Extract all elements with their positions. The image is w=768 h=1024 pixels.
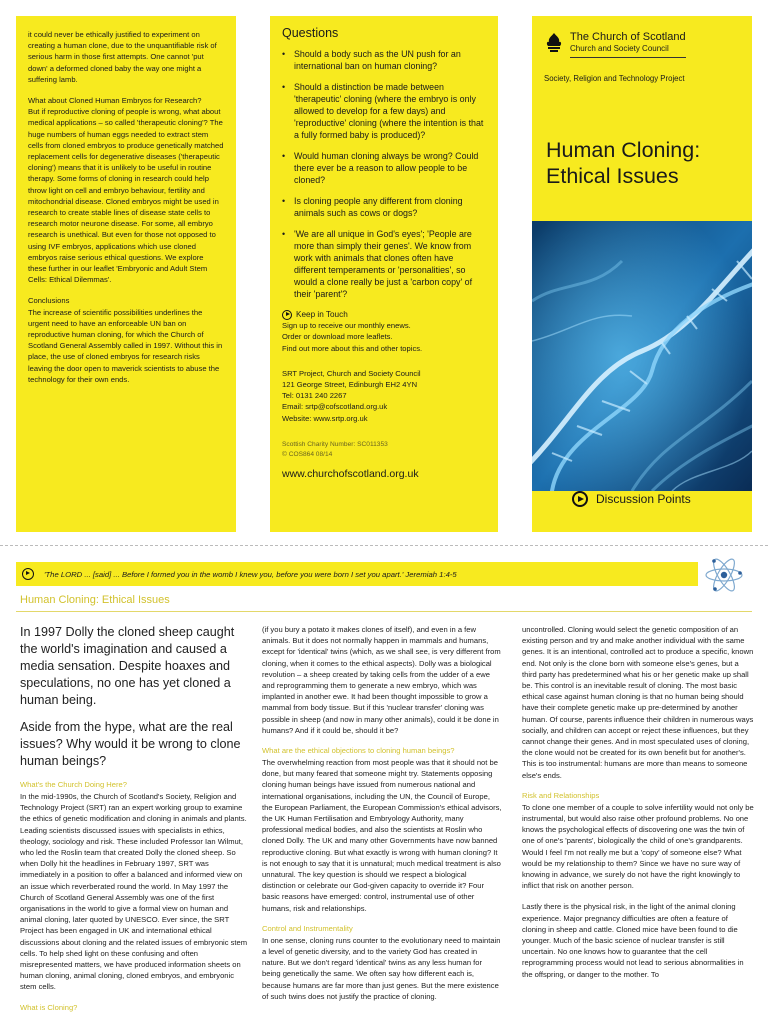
keep-line: Find out more about this and other topics. bbox=[282, 343, 423, 353]
subheading: What are the ethical objections to cloning human beings? bbox=[262, 746, 455, 756]
keep-in-touch-title bbox=[282, 309, 486, 320]
charity-info bbox=[282, 440, 486, 460]
keep-line: Sign up to receive our monthly enews. bbox=[282, 321, 411, 331]
discussion-text: Discussion Points bbox=[596, 492, 691, 506]
question-item: • Is cloning people any different from cloning animals such as cows or dogs? bbox=[282, 195, 486, 219]
title-line: Ethical Issues bbox=[546, 163, 679, 188]
play-icon bbox=[22, 568, 34, 580]
leaflet-cover bbox=[532, 16, 752, 532]
scripture-quote-bar bbox=[16, 562, 698, 586]
conclusions-section bbox=[28, 295, 224, 385]
play-icon bbox=[282, 310, 292, 320]
body-paragraph: In one sense, cloning runs counter to the evolutionary need to maintain a level of genetic diversity, and to the variety God has created in nature. But we don't regard 'identical' twins as any less human for being genetically the same. We often say how different each is, because humans are far more than just genes. But the mere existence of such twins does not justify the practice of cloning. bbox=[262, 935, 501, 1001]
org-name: The Church of Scotland bbox=[570, 31, 686, 43]
lead-paragraph: Aside from the hype, what are the real issues? Why would it be wrong to clone human beings? bbox=[20, 720, 241, 768]
org-sub: Church and Society Council bbox=[570, 43, 686, 58]
publication-code: © COS864 08/14 bbox=[282, 450, 333, 458]
question-item: • Would human cloning always be wrong? Could there ever be a reason to allow people to be cloned? bbox=[282, 150, 486, 186]
fold-divider bbox=[0, 545, 768, 546]
scripture-quote: 'The LORD ... [said] ... Before I formed you in the womb I knew you, before you were born I set you apart.' Jeremiah 1:4-5 bbox=[44, 569, 457, 579]
project-name: Society, Religion and Technology Project bbox=[544, 74, 685, 83]
website-link[interactable]: Website: www.srtp.org.uk bbox=[282, 413, 368, 423]
section-title: Human Cloning: Ethical Issues bbox=[20, 594, 170, 606]
questions-heading: Questions bbox=[282, 26, 339, 40]
atom-icon bbox=[702, 553, 746, 597]
address-line: SRT Project, Church and Society Council bbox=[282, 368, 421, 378]
discussion-points-label bbox=[572, 491, 691, 507]
body-paragraph: (if you bury a potato it makes clones of itself), and even in a few animals. But it does not normally happen in mammals and humans, except for 'identical' twins (which, as we shall see, is very different from cloning, when it comes to the ethical aspects). Dolly was a biological revolution – a sheep created by taking cells from the udder of a ewe and reprogramming them to generate a new embryo, which was implanted in another ewe. It had been thought impossible to grow a mammal from body tissue. But if this 'nuclear transfer' cloning was possible in sheep (and now in many other animals), could it be done in humans? And if it could be, should it be? bbox=[262, 625, 501, 735]
phone-line: Tel: 0131 240 2267 bbox=[282, 391, 347, 401]
dna-helix-image bbox=[532, 221, 752, 491]
question-item: • 'We are all unique in God's eyes'; 'People are more than simply their genes'. We know from work with animals that clones often have different temperaments or 'personalities', so would a clone really be just a 'carbon copy' of their 'parent'? bbox=[282, 228, 486, 300]
embryo-text: But if reproductive cloning of people is wrong, what about medical applications – so called 'therapeutic cloning'? The huge numbers of human eggs needed to extract stem cells from cloned embryos to produce genetically matched replacement cells for degenerative diseases ('therapeutic cloning') means that it is unlikely to be useful in routine therapy. Some forms of cloning in research could help throw light on cell and embryo behaviour, fertility and mitochondrial disease. Cloned embryos might be used in research to create stable lines of disease state cells to research motor neurone disease. For some, all embryo research is unethical. But even for those not opposed to using IVF embryos, applications which use cloned embryos raise serious ethical questions. We explore these further in our leaflet 'Embryonic and Adult Stem Cells: Ethical Dilemmas'. bbox=[28, 107, 224, 285]
body-paragraph: uncontrolled. Cloning would select the genetic composition of an existing person and try and make another individual with the same genes. It is an intentional, controlled act to produce a specific, known end. Not only is the clone born with someone else's genes, but a third party has predetermined what his or her genetic make up shall be. This control is an inevitable result of cloning. The most basic ethical case against human cloning is that no human being should have their complete genetic make up pre-determined by another human. Of course, parents influence their children in numerous ways socially, and children can accept or reject these influences, but they cannot change their genes. And in most speculated uses of cloning, the clone would not be created for its own benefit but for another's. This is too instrumental: humans are more than means to someone else's ends. bbox=[522, 625, 754, 780]
play-icon bbox=[572, 491, 588, 507]
burning-bush-logo-icon bbox=[544, 32, 564, 54]
intro-paragraph: it could never be ethically justified to experiment on creating a human clone, due to the unquantifiable risk of serious harm in those first attempts. One cannot 'put down' a deformed cloned baby the way one might a suffering lamb. bbox=[28, 30, 217, 84]
body-column-2 bbox=[262, 624, 502, 1012]
church-website[interactable]: www.churchofscotland.org.uk bbox=[282, 467, 419, 480]
address-line: 121 George Street, Edinburgh EH2 4YN bbox=[282, 380, 418, 390]
keep-line: Order or download more leaflets. bbox=[282, 332, 393, 342]
cover-title bbox=[532, 138, 752, 189]
org-name-block bbox=[570, 32, 686, 58]
keep-in-touch bbox=[282, 309, 486, 354]
body-paragraph: Lastly there is the physical risk, in the light of the animal cloning experience. Major pregnancy difficulties are often a feature of cloning in sheep and cattle. Cloned mice have been found to die younger. Much of the basic science of nuclear transfer is still uncertain. No one knows how to guarantee that the cell reprogramming process would not lead to serious abnormalities in the offspring, or danger to the mother. To bbox=[522, 902, 744, 979]
body-column-1 bbox=[20, 624, 248, 1014]
keep-in-touch-heading: Keep in Touch bbox=[296, 310, 348, 319]
subheading: What's the Church Doing Here? bbox=[20, 780, 127, 789]
subheading: Risk and Relationships bbox=[522, 790, 600, 800]
leaflet-panel-left bbox=[16, 16, 236, 532]
question-item: • Should a body such as the UN push for an international ban on human cloning? bbox=[282, 48, 486, 72]
body-paragraph: To clone one member of a couple to solve infertility would not only be instrumental, but would also raise other profound problems. No one knows the psychological effects of discovering one was the twin of one of one's 'parents', biologically the child of one's grandparents. Would I feel I'm not really me but a 'copy' of someone else? What would be my relationship to them? Since we have no sure way of knowing in advance, we surely do not have the right knowingly to inflict that risk on another person. bbox=[522, 802, 754, 891]
subheading: What is Cloning? bbox=[20, 1002, 78, 1012]
section-rule bbox=[16, 611, 752, 612]
body-paragraph: In the mid-1990s, the Church of Scotland's Society, Religion and Technology Project (SRT) ran an expert working group to examine the ethics of genetic modification and cloning in animals and plants. Leading scientists discussed issues with specialists in ethics, theology, sociology and risk. These included Professor Ian Wilmut, who led the Roslin team that created Dolly the cloned sheep. So when Dolly hit the headlines in February 1997, SRT was immediately in a position to offer a balanced and informed view on an issue which reverberated round the world. In May 1997 the Church of Scotland General Assembly was one of the first organisations in the world to give a formal view on human and animal cloning, later quoted by UNESCO. Ever since, the SRT Project has been engaged in UK and international ethical discussions about cloning and the related issues of embryonic stem cells. To help shed light on these confusing and often misrepresented matters, we have produced information sheets on human cloning, animal cloning, cloned embryos, and embryonic stem cells. bbox=[20, 792, 248, 992]
conclusions-heading: Conclusions bbox=[28, 296, 70, 306]
body-paragraph: The overwhelming reaction from most people was that it should not be done, but many feared that someone might try. Statements opposing cloning human beings have issued from numerous national and international organisations, including the UN, the Council of Europe, the European Parliament, the European Commission's ethical advisors, the UK Human Fertilisation and Embryology Authority, many professional medical bodies, and also the scientists at Roslin who cloned Dolly. The UK and many other Governments have now banned reproductive cloning. But what exactly is wrong with human cloning? It is not enough to say that it is unnatural; much medical treatment is also unnatural. The key question is should we respect a biological distinction or celebrate our God-given capacity to override it? Four basic reasons have emerged: control, instrumental use of other humans, risk and relationships. bbox=[262, 758, 502, 913]
charity-number: Scottish Charity Number: SC011353 bbox=[282, 440, 388, 448]
lead-paragraph: In 1997 Dolly the cloned sheep caught the world's imagination and caused a media sensation. Despite hoaxes and speculations, no one has yet cloned a human being. bbox=[20, 625, 235, 707]
embryo-section bbox=[28, 95, 224, 285]
conclusions-text: The increase of scientific possibilities underlines the urgent need to have an enforceable UN ban on reproductive human cloning, for which the Church of Scotland General Assembly called in 1997. Without this in place, the use of cloned embryos for research risks leaving the door open to maverick scientists to abuse the technology for their own ends. bbox=[28, 307, 223, 384]
contact-address bbox=[282, 368, 486, 424]
questions-list bbox=[282, 48, 486, 300]
embryo-heading: What about Cloned Human Embryos for Research? bbox=[28, 96, 202, 106]
cover-header bbox=[532, 16, 752, 83]
leaflet-panel-middle bbox=[270, 16, 498, 532]
email-link[interactable]: Email: srtp@cofscotland.org.uk bbox=[282, 402, 388, 412]
body-column-3 bbox=[522, 624, 754, 990]
question-item: • Should a distinction be made between 'therapeutic' cloning (where the embryo is only allowed to develop for a few days) and 'reproductive' cloning (where the intention is that a fully formed baby is produced)? bbox=[282, 81, 486, 141]
title-line: Human Cloning: bbox=[546, 138, 701, 162]
subheading: Control and Instrumentality bbox=[262, 923, 353, 933]
